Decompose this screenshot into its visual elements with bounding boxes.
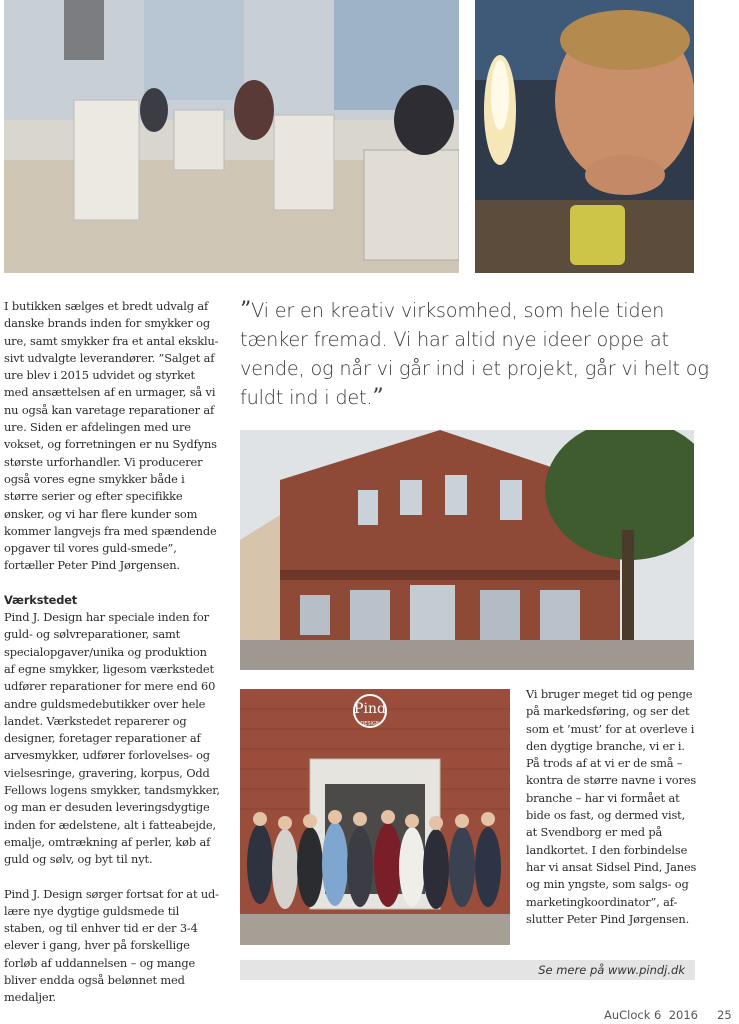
shop-building-photo xyxy=(240,430,694,670)
quote-open-mark: ” xyxy=(240,298,252,323)
footer-magazine xyxy=(604,1008,698,1022)
workshop-paragraph: Pind J. Design har speciale inden for guld- og sølvreparationer, samt specialopgaver/unika og produktion af egne smykker, ligesom værkstedet udfører reparationer for mere end 60 andre guldsmedebutikker over hele landet. Værkstedet reparerer og designer, foretager reparationer af arvesmykker, udfører forlovelses- og vielsesringe, gravering, korpus, Odd Fellows logens smykker, tandsmykker, og man er desuden leveringsdygtige inden for ædelstene, alt i fatteabejde, emalje, omtrækning af perler, køb af guld og sølv, og byt til nyt. xyxy=(4,610,220,867)
website-caption-text: Se mere på www.pindj.dk xyxy=(538,963,685,977)
website-caption xyxy=(240,960,695,980)
workshop-photo xyxy=(4,0,459,273)
shop-logo-text: Pind xyxy=(354,701,386,717)
magazine-name: AuClock 6 xyxy=(604,1008,662,1022)
quote-close-mark: ” xyxy=(372,385,384,410)
intro-paragraph: I butikken sælges et bredt udvalg af danske brands inden for smykker og ure, samt smykker fra et antal eksklu-sivt udvalgte leverandører. ”Salget af ure blev i 2015 udvidet og styrket med ansættelsen af en urmager, så vi nu også kan varetage reparationer af ure. Siden er afdelingen med ure vokset, og forretningen er nu Sydfyns største urforhandler. Vi producerer også vores egne smykker både i større serier og efter specifikke ønsker, og vi har flere kunder som kommer langvejs fra med spændende opgaver til vores guld-smede”, fortæller Peter Pind Jørgensen. xyxy=(4,299,219,573)
pull-quote xyxy=(240,296,710,412)
goldsmith-flame-photo xyxy=(475,0,694,273)
shop-logo-subtext: DESIGN xyxy=(360,721,380,727)
page-number: 25 xyxy=(717,1008,732,1022)
right-text-column xyxy=(526,686,698,945)
team-photo xyxy=(240,689,510,945)
apprentice-paragraph: Pind J. Design sørger fortsat for at ud-lære nye dygtige guldsmede til staben, og til enhver tid er der 3-4 elever i gang, hver på forskellige forløb af uddannelsen – og mange bliver endda også belønnet med medaljer. xyxy=(4,886,219,1005)
left-text-column xyxy=(4,298,220,1024)
marketing-paragraph: Vi bruger meget tid og penge på markedsføring, og ser det som et ’must’ for at overleve i den dygtige branche, vi er i. På trods af at vi er de små – kontra de større navne i vores branche – har vi formået at bide os fast, og dermed vist, at Svendborg er med på landkortet. I den forbindelse har vi ansat Sidsel Pind, Janes og min yngste, som salgs- og marketingkoordinator”, af-slutter Peter Pind Jørgensen. xyxy=(526,687,697,926)
section-heading: Værkstedet xyxy=(4,592,78,607)
magazine-year: 2016 xyxy=(668,1008,698,1022)
quote-text: Vi er en kreativ virksomhed, som hele tiden tænker fremad. Vi har altid nye ideer oppe at vende, og når vi går ind i et projekt, går vi helt og fuldt ind i det. xyxy=(240,299,709,409)
